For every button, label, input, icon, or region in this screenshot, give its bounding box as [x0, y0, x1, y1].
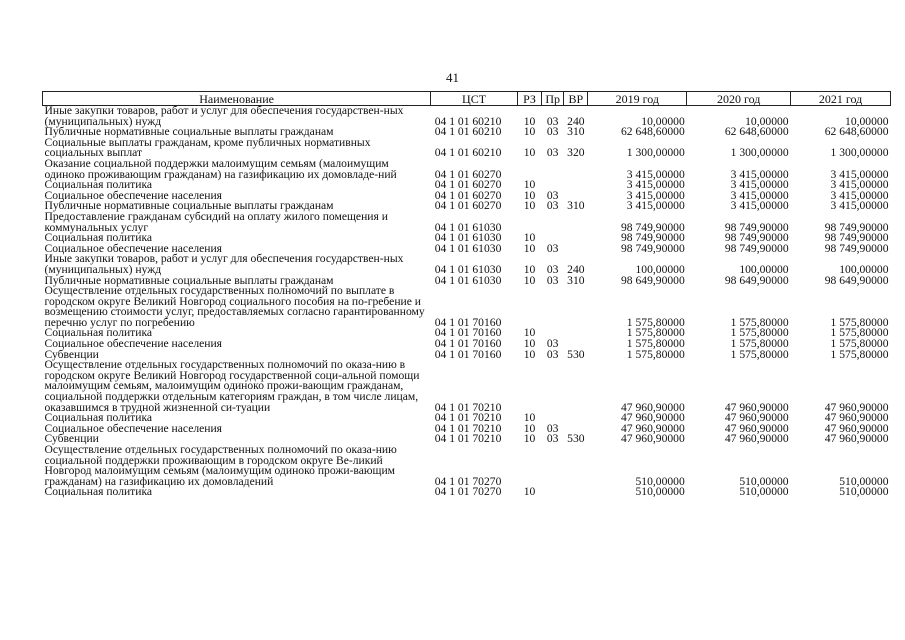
- row-2019-cell: 1 575,80000: [626, 337, 685, 351]
- row-rz-cell: 10: [523, 178, 536, 192]
- row-cst-cell: 04 1 01 60270: [434, 199, 502, 213]
- row-2021-cell: 510,00000: [839, 485, 889, 499]
- row-cst-cell: 04 1 01 61030: [434, 220, 502, 234]
- row-rz-cell: 10: [523, 199, 536, 213]
- row-cst-cell: 04 1 01 70270: [434, 474, 502, 488]
- header-rz: РЗ: [517, 92, 541, 106]
- row-rz-cell: 10: [523, 114, 536, 128]
- row-2020-cell: 510,00000: [739, 485, 789, 499]
- row-name-cell: Социальное обеспечение населения: [44, 421, 223, 435]
- row-2019-cell: 510,00000: [635, 474, 685, 488]
- row-cst-cell: 04 1 01 70160: [434, 337, 502, 351]
- table-row: [43, 138, 891, 159]
- row-pr-cell: 03: [546, 188, 559, 202]
- row-name-cell: Социальные выплаты гражданам, кроме публичных нормативных социальных выплат: [44, 135, 371, 160]
- row-name-cell: Оказание социальной поддержки малоимущим семьям (малоимущим одиноко проживающим гражданам) на газификацию их домовладе-ний: [44, 156, 397, 181]
- row-2019-cell: 100,00000: [635, 262, 685, 276]
- row-name-cell: Публичные нормативные социальные выплаты гражданам: [44, 125, 334, 139]
- row-rz-cell: [517, 286, 541, 328]
- row-pr-cell: 03: [546, 146, 559, 160]
- row-2020-cell: 98 749,90000: [724, 220, 789, 234]
- row-2019-cell: 98 749,90000: [621, 231, 685, 245]
- row-2019-cell: 98 749,90000: [621, 220, 685, 234]
- row-cst-cell: 04 1 01 60210: [434, 125, 502, 139]
- row-2021-cell: 3 415,00000: [830, 188, 889, 202]
- row-2020-cell: 3 415,00000: [730, 167, 789, 181]
- row-2020-cell: 3 415,00000: [730, 178, 789, 192]
- row-vr-cell: 240: [567, 114, 585, 128]
- row-2019-cell: 47 960,90000: [621, 421, 685, 435]
- row-2021-cell: 1 575,80000: [830, 337, 889, 351]
- row-vr-cell: 320: [567, 146, 585, 160]
- row-vr-cell: 240: [567, 262, 585, 276]
- row-2020-cell: 47 960,90000: [724, 411, 789, 425]
- header-2021: 2021 год: [791, 92, 891, 106]
- row-2019-cell: 1 575,80000: [626, 347, 685, 361]
- row-vr-cell: 530: [567, 347, 585, 361]
- row-2019-cell: 98 749,90000: [621, 241, 685, 255]
- row-2021-cell: 1 575,80000: [830, 326, 889, 340]
- row-name-cell: Публичные нормативные социальные выплаты гражданам: [44, 273, 334, 287]
- row-vr-cell: [564, 212, 588, 233]
- row-vr-cell: [564, 180, 588, 191]
- row-cst-cell: 04 1 01 60270: [434, 178, 502, 192]
- row-cst-cell: 04 1 01 61030: [434, 273, 502, 287]
- row-2020-cell: 47 960,90000: [724, 432, 789, 446]
- row-name-cell: Осуществление отдельных государственных полномочий по оказа-нию социальной поддержки проживающим в городском округе Ве-ликий Новгород малоимущим семьям (малоимущим одиноко прожи-вающим гражданам) на газификацию их домовладений: [44, 443, 397, 488]
- row-2021-cell: 3 415,00000: [830, 167, 889, 181]
- row-pr-cell: 03: [546, 273, 559, 287]
- row-name-cell: Субвенции: [44, 432, 99, 446]
- row-vr-cell: [564, 233, 588, 244]
- row-cst-cell: 04 1 01 70270: [434, 485, 502, 499]
- table-row: [43, 487, 891, 498]
- row-pr-cell: 03: [546, 199, 559, 213]
- table-row: [43, 445, 891, 487]
- row-cst-cell: 04 1 01 70210: [434, 411, 502, 425]
- row-vr-cell: [564, 159, 588, 180]
- row-2019-cell: 10,00000: [641, 114, 685, 128]
- row-2019-cell: 47 960,90000: [621, 432, 685, 446]
- row-pr-cell: 03: [546, 241, 559, 255]
- row-vr-cell: [564, 286, 588, 328]
- row-rz-cell: 10: [523, 241, 536, 255]
- row-2019-cell: 1 575,80000: [626, 326, 685, 340]
- row-2020-cell: 98 649,90000: [724, 273, 789, 287]
- row-pr-cell: [542, 212, 564, 233]
- row-cst-cell: 04 1 01 70160: [434, 315, 502, 329]
- header-2020: 2020 год: [687, 92, 791, 106]
- row-2021-cell: 10,00000: [845, 114, 889, 128]
- row-rz-cell: 10: [523, 262, 536, 276]
- row-2021-cell: 98 749,90000: [824, 241, 889, 255]
- row-vr-cell: [564, 328, 588, 339]
- row-name-cell: Социальная политика: [44, 326, 153, 340]
- row-rz-cell: 10: [523, 485, 536, 499]
- row-rz-cell: 10: [523, 146, 536, 160]
- row-name-cell: Социальное обеспечение населения: [44, 337, 223, 351]
- row-pr-cell: 03: [546, 337, 559, 351]
- row-pr-cell: 03: [546, 347, 559, 361]
- row-rz-cell: [517, 212, 541, 233]
- row-2020-cell: 3 415,00000: [730, 199, 789, 213]
- table-row: [43, 106, 891, 128]
- row-2021-cell: 98 649,90000: [824, 273, 889, 287]
- row-2020-cell: 47 960,90000: [724, 400, 789, 414]
- budget-table: [42, 91, 891, 498]
- row-name-cell: Социальная политика: [44, 178, 153, 192]
- row-name-cell: Иные закупки товаров, работ и услуг для обеспечения государствен-ных (муниципальных) нужд: [44, 104, 404, 128]
- row-pr-cell: 03: [546, 114, 559, 128]
- row-cst-cell: 04 1 01 61030: [434, 262, 502, 276]
- row-2021-cell: 3 415,00000: [830, 199, 889, 213]
- row-2020-cell: 1 300,00000: [730, 146, 789, 160]
- row-2021-cell: 3 415,00000: [830, 178, 889, 192]
- row-vr-cell: 530: [567, 432, 585, 446]
- table-row: [43, 360, 891, 413]
- row-2019-cell: 3 415,00000: [626, 199, 685, 213]
- row-2020-cell: 98 749,90000: [724, 241, 789, 255]
- row-name-cell: Осуществление отдельных государственных полномочий по оказа-нию в городском округе Великий Новгород государственной соци-альной помощи малоимущим семьям, малоимущим одиноко прожи-вающим гражданам, социальной поддержки отдельным категориям граждан, в том числе лицам, оказавшимся в трудной жизненной си-туации: [44, 358, 420, 414]
- row-pr-cell: 03: [546, 432, 559, 446]
- row-rz-cell: 10: [523, 125, 536, 139]
- row-cst-cell: 04 1 01 60270: [434, 167, 502, 181]
- row-vr-cell: [564, 487, 588, 498]
- page-number: 41: [446, 70, 459, 85]
- row-rz-cell: 10: [523, 347, 536, 361]
- row-rz-cell: 10: [523, 421, 536, 435]
- row-2019-cell: 1 300,00000: [626, 146, 685, 160]
- row-name-cell: Социальное обеспечение населения: [44, 188, 223, 202]
- row-2020-cell: 510,00000: [739, 474, 789, 488]
- row-2019-cell: 3 415,00000: [626, 178, 685, 192]
- row-pr-cell: [542, 445, 564, 487]
- row-vr-cell: 310: [567, 273, 585, 287]
- row-rz-cell: 10: [523, 273, 536, 287]
- row-rz-cell: 10: [523, 432, 536, 446]
- table-row: [43, 254, 891, 275]
- row-2020-cell: 1 575,80000: [730, 315, 789, 329]
- row-2020-cell: 62 648,60000: [724, 125, 789, 139]
- row-vr-cell: [564, 413, 588, 424]
- row-2021-cell: 98 749,90000: [824, 231, 889, 245]
- row-rz-cell: 10: [523, 337, 536, 351]
- row-name-cell: Иные закупки товаров, работ и услуг для обеспечения государствен-ных (муниципальных) нужд: [44, 252, 404, 276]
- row-2019-cell: 1 575,80000: [626, 315, 685, 329]
- row-name-cell: Публичные нормативные социальные выплаты гражданам: [44, 199, 334, 213]
- row-2019-cell: 3 415,00000: [626, 167, 685, 181]
- row-name-cell: Социальное обеспечение населения: [44, 241, 223, 255]
- row-2021-cell: 510,00000: [839, 474, 889, 488]
- row-2021-cell: 62 648,60000: [824, 125, 889, 139]
- header-name: Наименование: [43, 92, 431, 106]
- row-cst-cell: 04 1 01 70210: [434, 432, 502, 446]
- row-2019-cell: 47 960,90000: [621, 411, 685, 425]
- row-2020-cell: 47 960,90000: [724, 421, 789, 435]
- row-name-cell: Осуществление отдельных государственных полномочий по выплате в городском округе Великий Новгород социального пособия на по-гребение и возмещению стоимости услуг, предоставляемых согласно гарантированному перечню услуг по погребению: [44, 284, 425, 329]
- row-2020-cell: 1 575,80000: [730, 326, 789, 340]
- row-cst-cell: 04 1 01 70160: [434, 326, 502, 340]
- row-rz-cell: [517, 360, 541, 413]
- header-2019: 2019 год: [588, 92, 687, 106]
- row-vr-cell: [564, 445, 588, 487]
- header-cst: ЦСТ: [431, 92, 518, 106]
- row-2021-cell: 1 300,00000: [830, 146, 889, 160]
- row-vr-cell: 310: [567, 125, 585, 139]
- row-2020-cell: 3 415,00000: [730, 188, 789, 202]
- row-2020-cell: 98 749,90000: [724, 231, 789, 245]
- row-2019-cell: 62 648,60000: [621, 125, 685, 139]
- row-pr-cell: [542, 487, 564, 498]
- row-2019-cell: 47 960,90000: [621, 400, 685, 414]
- row-2019-cell: 98 649,90000: [621, 273, 685, 287]
- row-2020-cell: 1 575,80000: [730, 337, 789, 351]
- row-2021-cell: 1 575,80000: [830, 315, 889, 329]
- row-rz-cell: 10: [523, 326, 536, 340]
- row-pr-cell: [542, 286, 564, 328]
- table-row: [43, 212, 891, 233]
- row-cst-cell: 04 1 01 61030: [434, 231, 502, 245]
- row-2019-cell: 510,00000: [635, 485, 685, 499]
- row-pr-cell: [542, 159, 564, 180]
- table-row: [43, 286, 891, 328]
- row-2021-cell: 47 960,90000: [824, 432, 889, 446]
- row-2020-cell: 100,00000: [739, 262, 789, 276]
- row-rz-cell: 10: [523, 231, 536, 245]
- row-2019-cell: 3 415,00000: [626, 188, 685, 202]
- row-vr-cell: 310: [567, 199, 585, 213]
- row-rz-cell: [517, 445, 541, 487]
- row-2021-cell: 100,00000: [839, 262, 889, 276]
- row-name-cell: Социальная политика: [44, 485, 153, 499]
- row-pr-cell: 03: [546, 125, 559, 139]
- row-pr-cell: 03: [546, 421, 559, 435]
- row-vr-cell: [564, 360, 588, 413]
- row-name-cell: Социальная политика: [44, 411, 153, 425]
- row-2021-cell: 47 960,90000: [824, 411, 889, 425]
- row-cst-cell: 04 1 01 60270: [434, 188, 502, 202]
- row-cst-cell: 04 1 01 60210: [434, 114, 502, 128]
- row-name-cell: Субвенции: [44, 347, 99, 361]
- row-2020-cell: 1 575,80000: [730, 347, 789, 361]
- row-rz-cell: 10: [523, 411, 536, 425]
- row-rz-cell: [517, 159, 541, 180]
- header-vr: ВР: [564, 92, 588, 106]
- row-cst-cell: 04 1 01 70210: [434, 421, 502, 435]
- row-pr-cell: [542, 360, 564, 413]
- row-rz-cell: 10: [523, 188, 536, 202]
- table-row: [43, 159, 891, 180]
- row-cst-cell: 04 1 01 70210: [434, 400, 502, 414]
- row-2021-cell: 98 749,90000: [824, 220, 889, 234]
- row-cst-cell: 04 1 01 60210: [434, 146, 502, 160]
- header-pr: Пр: [542, 92, 564, 106]
- row-name-cell: Социальная политика: [44, 231, 153, 245]
- row-cst-cell: 04 1 01 70160: [434, 347, 502, 361]
- row-vr-cell: [564, 244, 588, 255]
- row-name-cell: Предоставление гражданам субсидий на оплату жилого помещения и коммунальных услуг: [44, 209, 388, 234]
- row-cst-cell: 04 1 01 61030: [434, 241, 502, 255]
- row-pr-cell: 03: [546, 262, 559, 276]
- row-2021-cell: 47 960,90000: [824, 421, 889, 435]
- row-2021-cell: 1 575,80000: [830, 347, 889, 361]
- row-2020-cell: 10,00000: [745, 114, 789, 128]
- row-2021-cell: 47 960,90000: [824, 400, 889, 414]
